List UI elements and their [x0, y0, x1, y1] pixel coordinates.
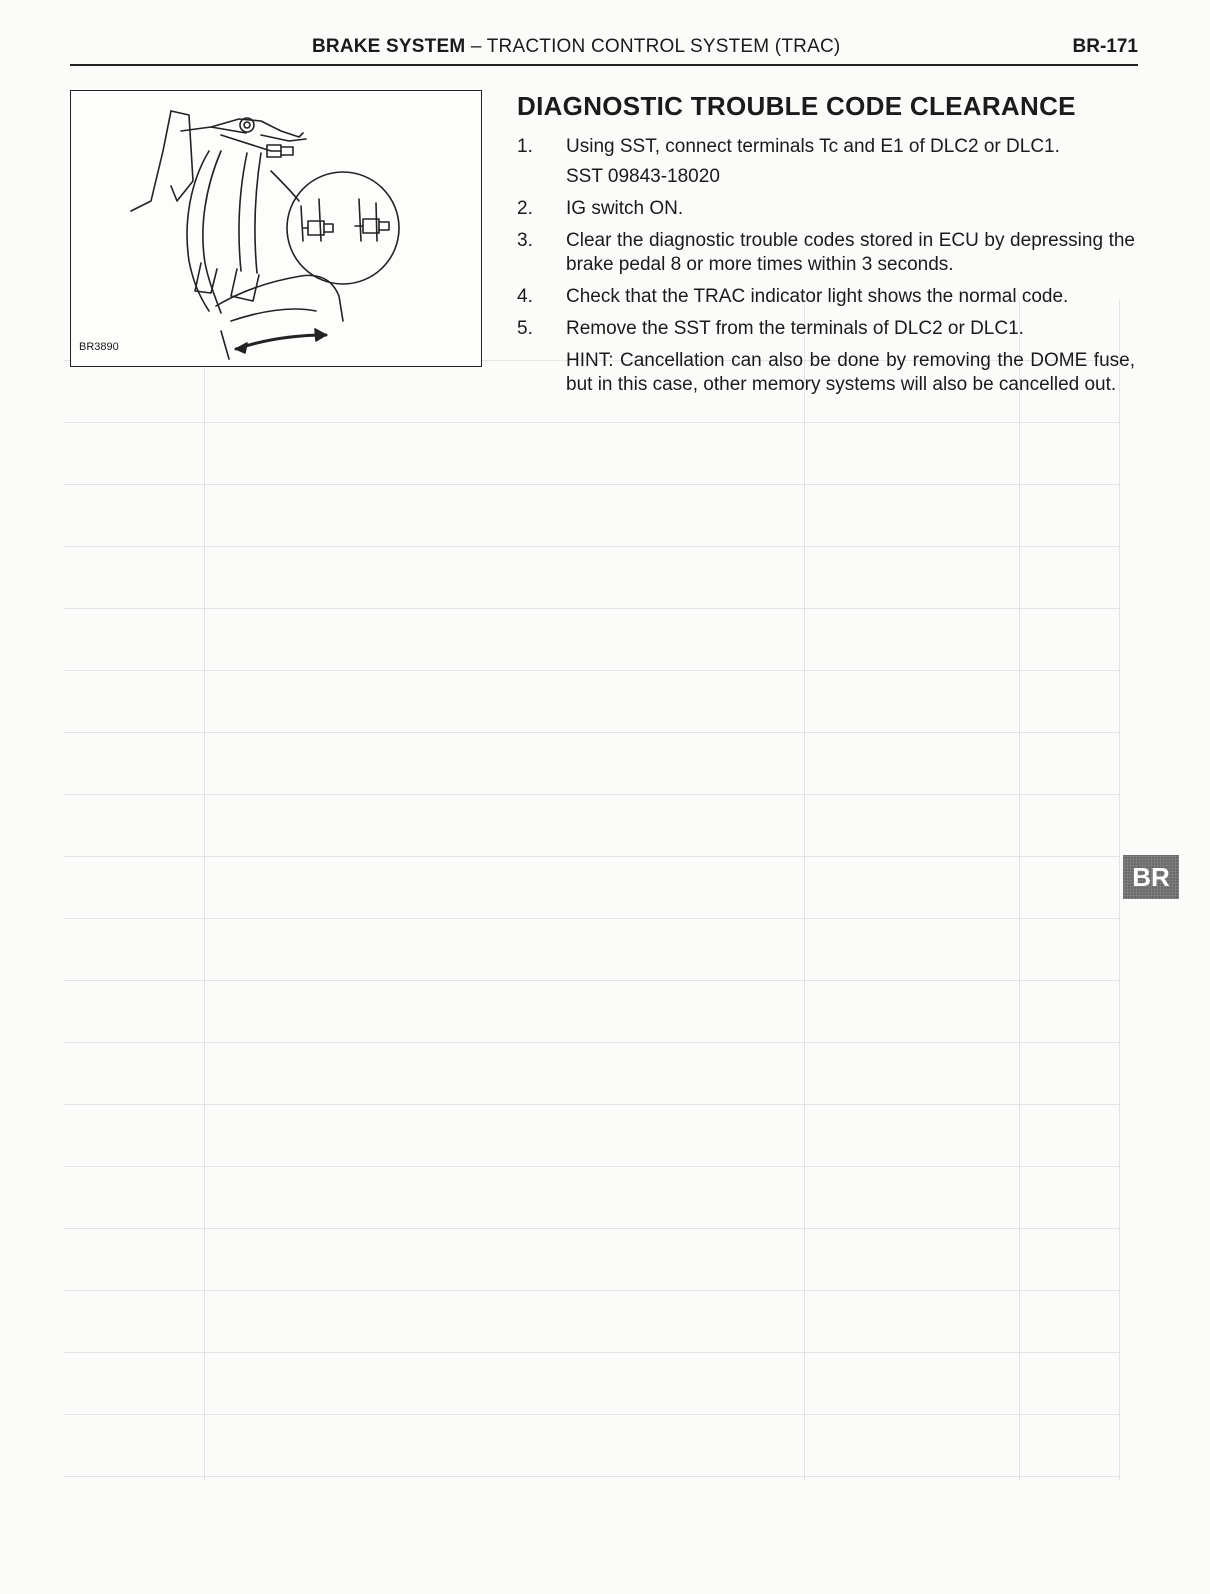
- step-number: 3.: [517, 230, 533, 251]
- section-title: DIAGNOSTIC TROUBLE CODE CLEARANCE: [517, 91, 1076, 121]
- brake-pedal-drawing: [71, 91, 481, 366]
- step-1: [517, 135, 1135, 189]
- step-text: Clear the diagnostic trouble codes stored in ECU by depressing the brake pedal 8 or more times within 3 seconds.: [566, 230, 1135, 275]
- bleed-through-table: [64, 300, 1124, 1530]
- step-text: IG switch ON.: [566, 198, 684, 219]
- section-thumb-tab: BR: [1123, 855, 1179, 899]
- step-2: [517, 197, 1135, 221]
- brake-pedal-illustration: [70, 90, 482, 367]
- page-number: BR-171: [1072, 36, 1138, 57]
- step-number: 5.: [517, 318, 533, 339]
- page-header: [70, 30, 1138, 66]
- step-text: Check that the TRAC indicator light shows the normal code.: [566, 286, 1069, 307]
- step-3: [517, 229, 1135, 277]
- figure-code: BR3890: [79, 341, 119, 353]
- step-text: Using SST, connect terminals Tc and E1 of DLC2 or DLC1.: [566, 136, 1060, 157]
- page-header-title: [312, 36, 840, 58]
- step-4: [517, 285, 1135, 309]
- header-subsection-name: – TRACTION CONTROL SYSTEM (TRAC): [465, 36, 841, 57]
- step-number: 4.: [517, 286, 533, 307]
- step-sst-number: SST 09843-18020: [566, 166, 720, 187]
- step-number: 2.: [517, 198, 533, 219]
- procedure-steps: [517, 135, 1135, 405]
- step-5: [517, 317, 1135, 397]
- step-hint: HINT: Cancellation can also be done by removing the DOME fuse, but in this case, other memory systems will also be cancelled out.: [566, 350, 1135, 395]
- step-number: 1.: [517, 136, 533, 157]
- header-section-name: BRAKE SYSTEM: [312, 36, 466, 57]
- step-text: Remove the SST from the terminals of DLC2 or DLC1.: [566, 318, 1024, 339]
